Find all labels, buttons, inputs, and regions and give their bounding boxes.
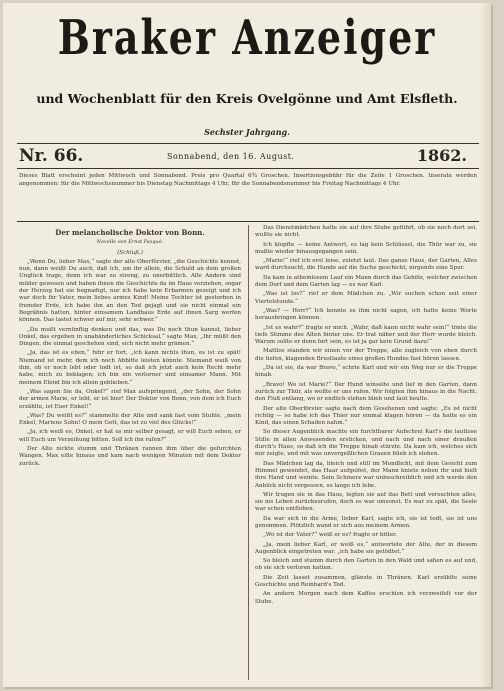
issue-year: 1862.	[416, 146, 467, 165]
article-section: (Schluß.)	[117, 249, 143, 256]
left-paragraph: „Wenn Du, lieber Max,“ sagte der alte Oberförster, „die Geschichte kennst, nun, dann weißt Du auch, daß ich, um ihr allein, die Schuld an dem großen Unglück trage, denn ich war zu streng, zu unerbittlich. Alle Andern sind milder gewesen und haben ihnen die Geschichte da im Haus verziehen, sogar der Herzog hat sie begnadigt, nur ich habe kein Erbarmen gezeigt und ich war doch ihr Vater, mein liebes armes Kind! Meine Tochter ist gestorben in fremder Erde, ich habe ihn an den Tod gejagt und sie nicht einmal ein Begräbnis hatten, hinter einsamem Landhaus Erde auf ihnen Sarg werfen können. Das lastet schwer auf mir, sehr schwer.“	[19, 258, 241, 324]
issue-bar	[17, 145, 479, 167]
right-paragraph: „Bravo! Wo ist Marie?“ Der Hund winselte und lief in den Garten, dann zurück zur Thür, als wollte er uns rufen. Wir folgten ihm hinaus in die Nacht, den Fluß entlang, wo er endlich stehen blieb und laut heulte.	[255, 381, 477, 403]
right-paragraph: Ich klopfte — keine Antwort, es lag kein Schlüssel, die Thür war zu, sie mußte wieder hinausgegangen sein.	[255, 241, 477, 255]
left-paragraph: „Ja, das ist es eben,“ fuhr er fort, „ich kann nichts thun, es ist zu spät! Niemand ist mehr, dem ich noch Abbitte leisten könnte. Niemand weiß von ihm, ob er noch lebt oder todt ist, so daß ich jetzt auch kein Recht mehr habe, mich zu beklagen; ich bin ein verlorner und einsamer Mann. Mit meinem Elend bin ich allein geblieben.“	[19, 350, 241, 386]
right-paragraph: „Ja, mein lieber Karl, er weiß es,“ antwortete der Alte, der in diesem Augenblick eingetreten war, „ich habe sie getödtet.“	[255, 541, 477, 555]
left-paragraph: „Ja, ich weiß es, Onkel, er hat es mir selber gesagt, er will Euch sehen, er will Euch um Verzeihung bitten. Soll ich ihn rufen?“	[19, 429, 241, 443]
right-paragraph: Das Mädchen lag da, bleich und still im Mondlicht, mit dem Gesicht zum Himmel gewendet, das Haar aufgelöst, der Mann kniete neben ihr und hielt ihre Hand und weinte. Sein Schmerz war unbeschreiblich und ich werde den Anblick nicht vergessen, so lange ich lebe.	[255, 460, 477, 489]
right-paragraph: „Was ist los?“ rief er dem Mädchen zu. „Wir suchen schon seit einer Viertelstunde.“	[255, 291, 477, 305]
right-paragraph: So bleich und stumm durch den Garten in den Wald und sahen es auf und, ob sie sich verloren hatten.	[255, 558, 477, 572]
right-paragraph: Da war sich in die Arme, lieber Karl, sagte ich, sie ist todt, sie ist uns genommen. Plötzlich wand er sich aus meinem Armen.	[255, 515, 477, 529]
issue-date: Sonnabend, den 16. August.	[167, 152, 295, 161]
year-label: Sechster Jahrgang.	[204, 127, 290, 137]
notice-rule	[17, 221, 479, 222]
left-paragraph: Der Alte nickte stumm und Thränen rannen ihm über die gefurchten Wangen. Max eilte hinaus und kam nach wenigen Minuten mit dem Doktor zurück.	[19, 446, 241, 467]
right-paragraph: „Ist es wahr?“ fragte er mich. „Wahr, daß kann nicht wahr sein!“ tönte die tiefe Stimme des Alten hinter uns. Er trat näher und der Herr wurde bleich. Warum sollte er denn fort sein, es ist ja gar kein Grund dazu!“	[255, 324, 477, 346]
subscription-notice: Dieses Blatt erscheint jeden Mittwoch und Sonnabend. Preis pro Quartal 6¾ Groschen. Insertionsgebühr für die Zeile 1 Groschen. Inserate werden angenommen: für die Mittwochsnummer bis Dienstag Nachmittags 4 Uhr, für die Sonnabendsnummer bis Freitag Nachmittags 4 Uhr.	[19, 173, 477, 187]
issue-rule	[17, 168, 479, 169]
column-divider	[248, 225, 249, 680]
right-paragraph: Mattlos standen wir einen vor der Treppe, alle zugleich von eben durch die tiefen, klagenden Brustlaute eines großen Hundes fast hören lassen.	[255, 348, 477, 362]
issue-number: Nr. 66.	[19, 146, 84, 166]
right-paragraph: „Wo ist der Vater?“ weiß er es? fragte er bitter.	[263, 532, 397, 539]
right-paragraph: So dieser Augenblick machte ein furchtbarer Aufschrei Karl's die lautlose Stille in allen Anwesenden ersticken, und nach und nach einer draußen durch's Haus, so daß ich die Treppe hinab stürzte. Da kam ich, welches sich mir zeigte, und mit was unvergeßlichen Grauen blieb ich stehen.	[255, 429, 477, 458]
right-column	[255, 225, 477, 608]
left-paragraph: „Was sagen Sie da, Onkel?“ rief Max aufspringend, „der Sohn, der Sohn der armen Marie, er lebt, er ist hier! Der Doktor von Bonn, von dem ich Euch erzählte, ist Euer Enkel!“	[19, 388, 241, 410]
right-paragraph: „Was? — Herr?“ Ich konnte es ihm nicht sagen, ich hatte keine Worte herausbringen können.	[255, 307, 477, 322]
left-paragraph: „Was? Du weißt es?“ stammelte der Alte und sank fast vom Stuhle, „mein Enkel, Mariens Sohn! O mein Gott, das ist zu viel des Glücks!“	[19, 412, 241, 427]
right-paragraph: Die Zeit lasset zusammen, glänzte in Thränen. Karl erzählte seine Geschichte und Reinhard's Tod.	[255, 574, 477, 589]
masthead-subtitle: und Wochenblatt für den Kreis Ovelgönne und Amt Elsfleth.	[36, 91, 458, 106]
right-paragraph: Wir trugen sie in das Haus, legten sie auf das Bett und versuchten alles, sie ins Leben zurückzurufen, doch es war umsonst. Es war zu spät, die Seele war schon entflohen.	[255, 491, 477, 513]
top-rule	[17, 143, 479, 144]
article-byline: Novelle von Ernst Pasqué.	[96, 239, 164, 246]
left-paragraph: „Du mußt vernünftig denken und das, was Du noch thun kannst, lieber Onkel, das ergeben in unabänderliches Schicksal,“ sagte Max, „Ihr müßt den Dingen, die einmal geschehen sind, sich nicht mehr grämen.“	[19, 326, 241, 348]
right-paragraph: „Da ist sie, da war Bravo,“ schrie Karl und wir ein Weg nur er die Treppe hinab.	[255, 365, 477, 379]
left-column	[19, 225, 241, 470]
newspaper-page	[3, 3, 491, 687]
masthead-title: Braker Anzeiger	[57, 9, 437, 66]
right-paragraph: „Marie!“ rief ich erst leise, zuletzt laut. Das ganze Haus, der Garten, Alles ward durchsucht, die Hunde auf die Suche geschickt, nirgends eine Spur.	[255, 258, 477, 272]
right-paragraph: Der alte Oberförster sagte nach dem Gesehenen und sagte: „Es ist nicht richtig — so habe ich das Thier nur einmal klagen hören — da hatte es ein Kind, das einen Schaden nahm.“	[255, 405, 477, 427]
right-paragraph: Das Dienstmädchen hatte sie auf ihre Stube geführt, ob sie noch dort sei, wußte sie nicht.	[255, 225, 477, 239]
right-paragraph: An andern Morgen nach dem Kaffee erschien ich verzweifelt vor der Stube.	[255, 591, 477, 605]
right-paragraph: Da kam in athemlosem Lauf ein Mann durch das Gehölz, welcher zwischen dem Dorf und dem Garten lag — es war Karl.	[255, 274, 477, 289]
article-title: Der melancholische Doktor von Bonn.	[55, 228, 205, 237]
